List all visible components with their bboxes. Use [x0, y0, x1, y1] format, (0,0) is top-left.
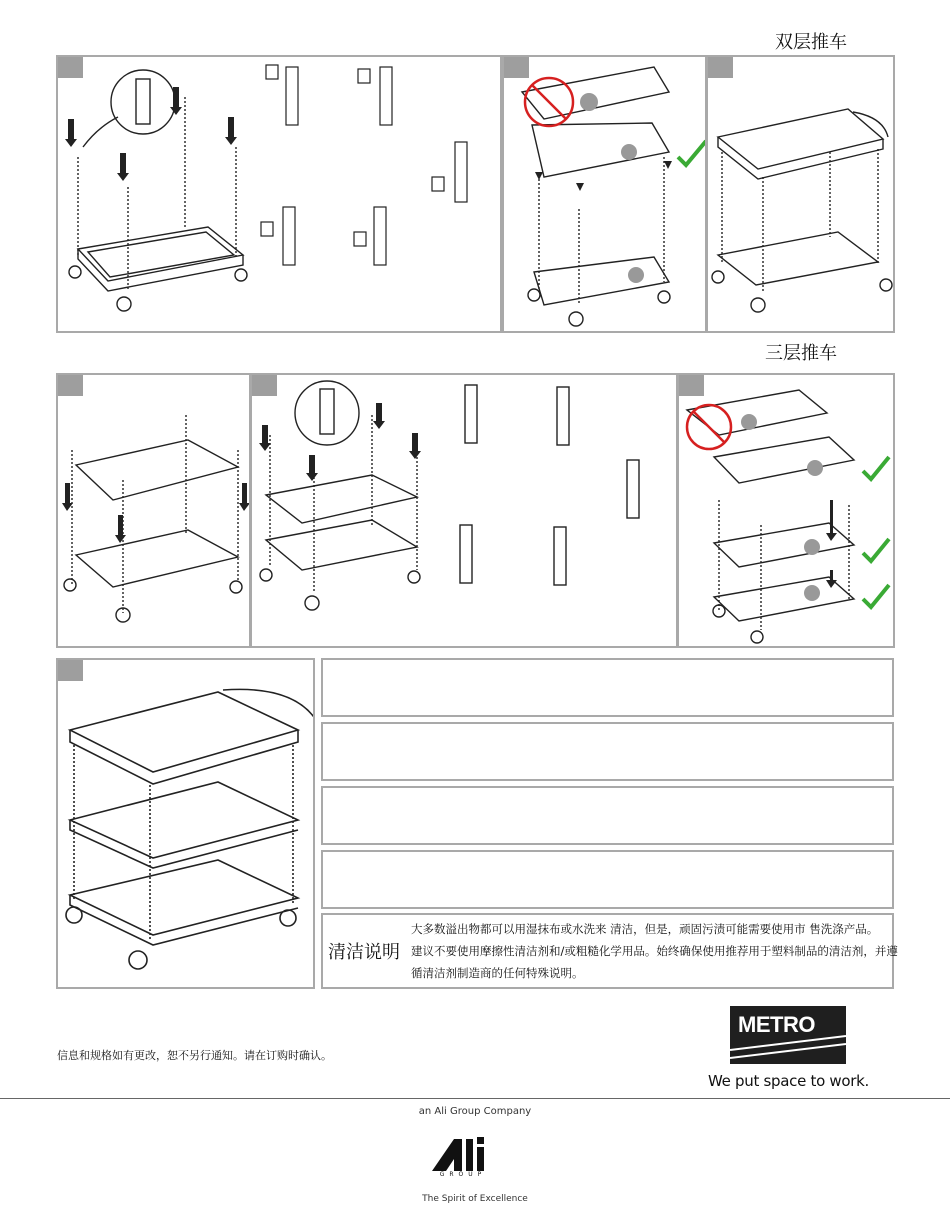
info-row-1	[321, 658, 894, 717]
three-shelf-step-2-panel	[250, 373, 678, 648]
footer-divider	[0, 1098, 950, 1099]
ali-group-company: an Ali Group Company	[418, 1106, 532, 1117]
ali-group-logo	[432, 1133, 494, 1181]
metro-tagline: We put space to work.	[708, 1072, 869, 1090]
two-shelf-step-1-panel	[56, 55, 502, 333]
three-shelf-step-1-illustration	[58, 375, 251, 648]
three-shelf-step-1-panel	[56, 373, 251, 648]
info-row-2	[321, 722, 894, 781]
spec-change-notice: 信息和规格如有更改，恕不另行通知。请在订购时确认。	[57, 1049, 332, 1062]
two-shelf-finished-panel	[706, 55, 895, 333]
three-shelf-step-3-illustration	[679, 375, 895, 648]
care-line-1: 大多数溢出物都可以用湿抹布或水洗来 清洁，但是，顽固污渍可能需要使用市 售洗涤产品。	[411, 922, 879, 936]
three-shelf-step-3-panel	[677, 373, 895, 648]
spirit-of-excellence: The Spirit of Excellence	[422, 1194, 528, 1204]
shelf-mounting-illustration	[504, 57, 707, 333]
three-shelf-step-2-illustration	[252, 375, 678, 648]
three-shelf-heading: 三层推车	[765, 343, 837, 364]
care-line-3: 循清洁剂制造商的任何特殊说明。	[411, 966, 584, 980]
post-assembly-illustration	[58, 57, 502, 333]
ali-group-label: GROUP	[439, 1171, 487, 1178]
two-shelf-step-2-panel	[502, 55, 707, 333]
finished-two-shelf-illustration	[708, 57, 895, 333]
finished-three-shelf-illustration	[58, 660, 315, 989]
metro-logo-text: METRO	[738, 1012, 815, 1037]
three-shelf-finished-panel	[56, 658, 315, 989]
care-title: 清洁说明	[328, 942, 400, 963]
info-row-4	[321, 850, 894, 909]
metro-logo	[730, 1006, 846, 1064]
info-row-3	[321, 786, 894, 845]
two-shelf-heading: 双层推车	[775, 32, 847, 53]
care-line-2: 建议不要使用摩擦性清洁剂和/或粗糙化学用品。始终确保使用推荐用于塑料制品的清洁剂，并遵	[411, 944, 898, 958]
